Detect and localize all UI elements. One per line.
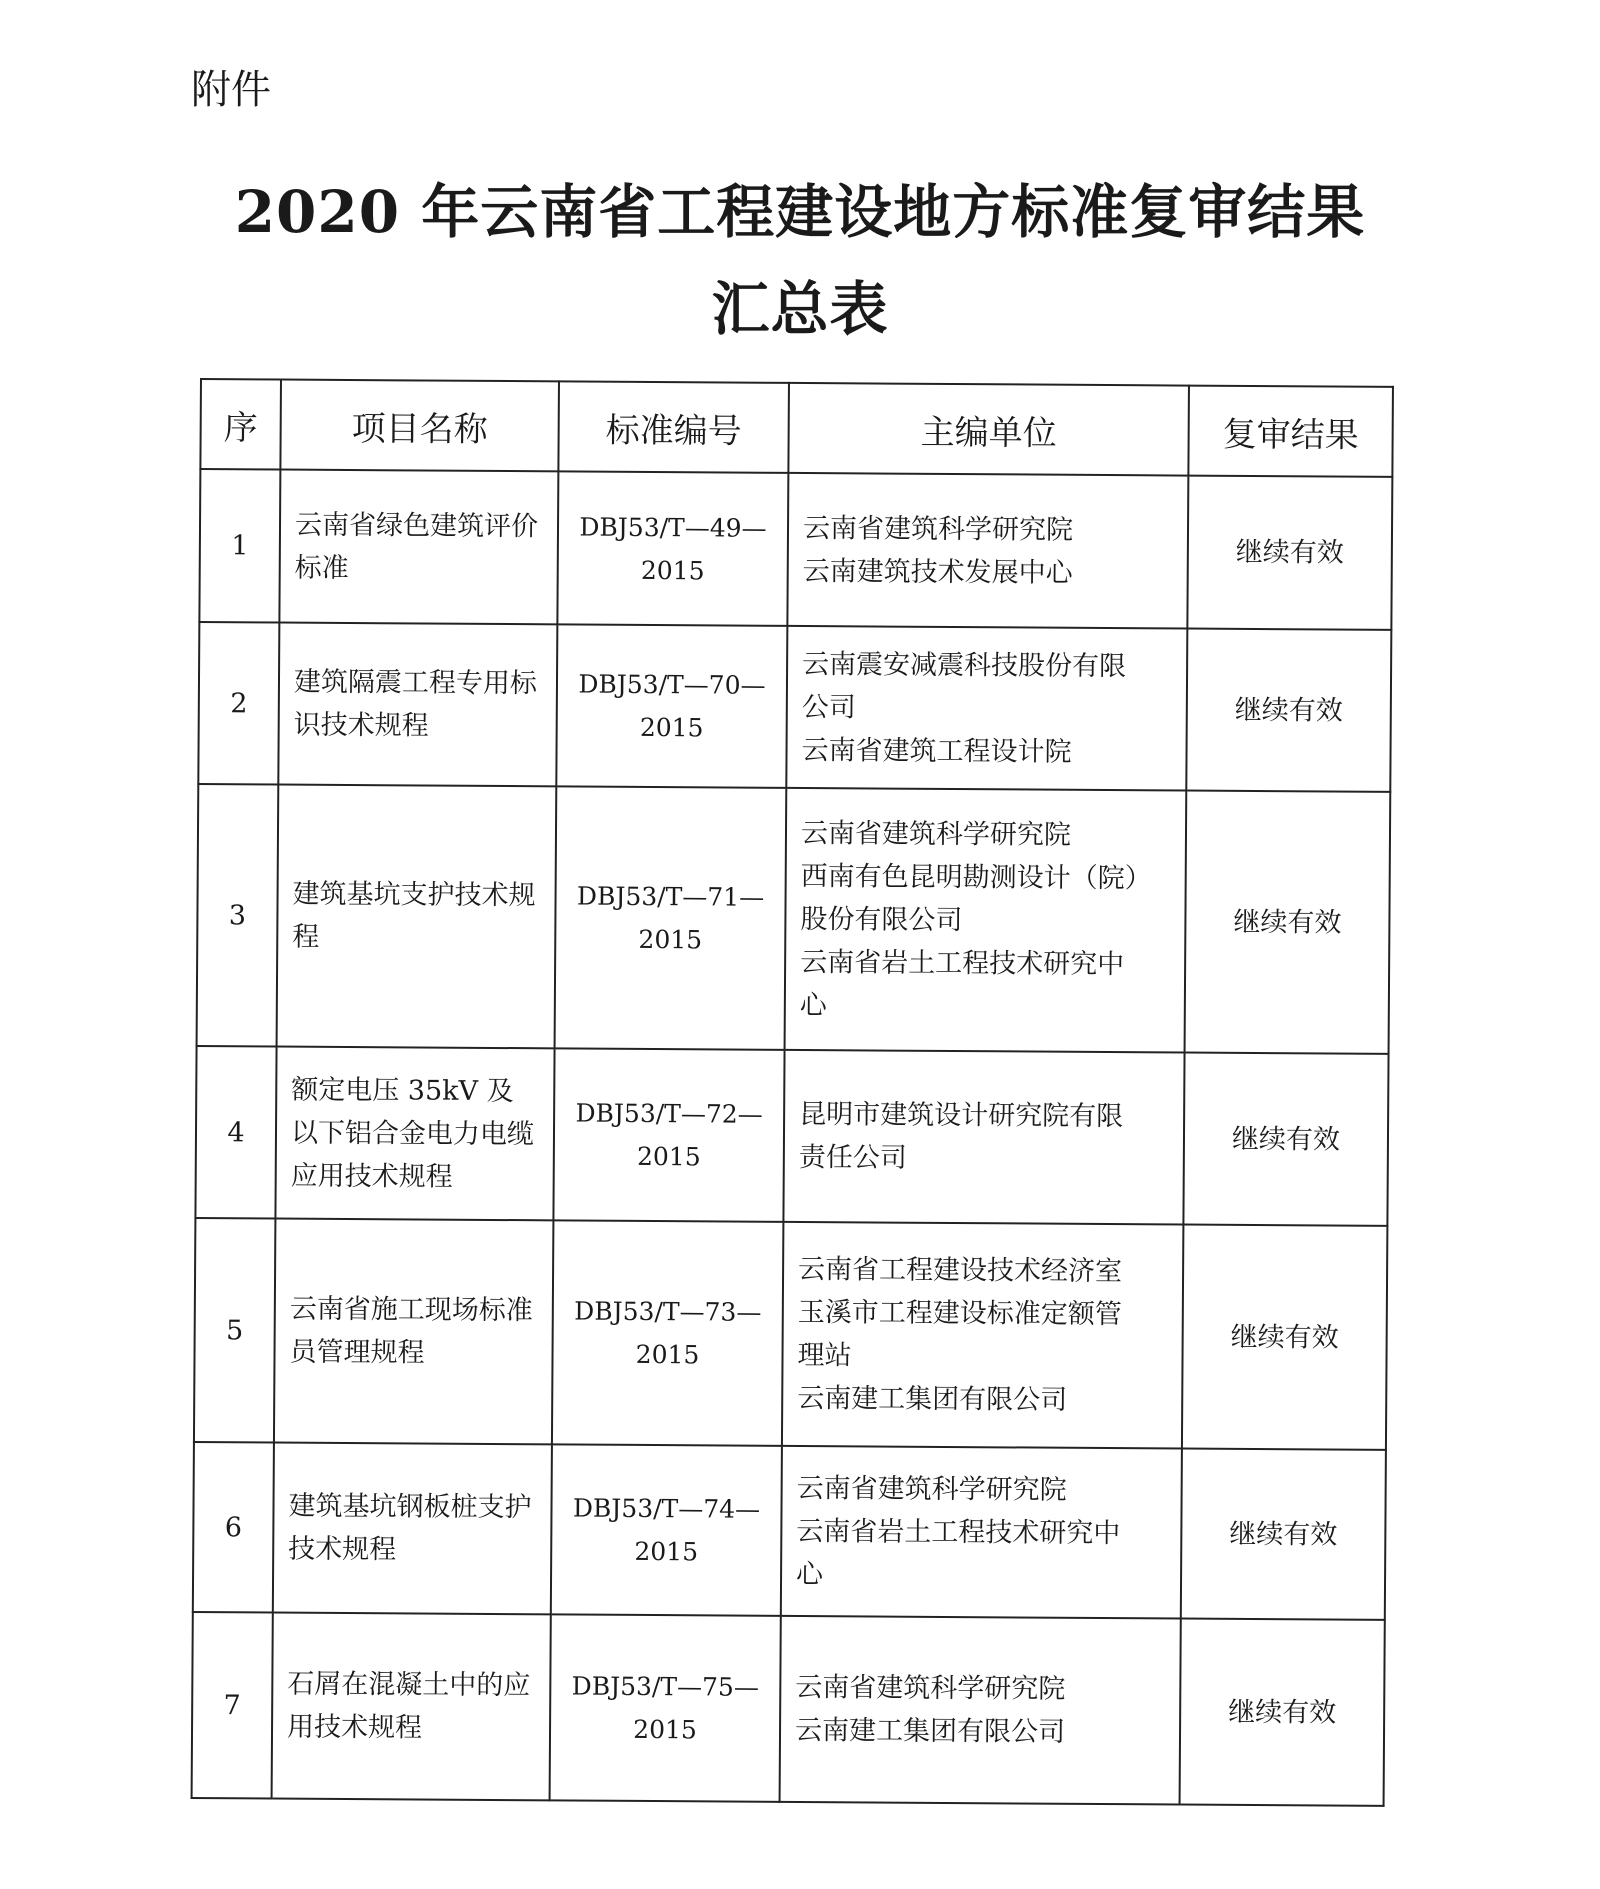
standard-code: [557, 471, 788, 626]
chief-unit-line: 云南省建筑科学研究院: [795, 1671, 1066, 1705]
standard-code-line: DBJ53/T—71—: [576, 881, 765, 912]
chief-unit-line: 理站: [797, 1339, 852, 1372]
table-row: [195, 1046, 1388, 1226]
table-header-row: [200, 379, 1393, 477]
table-row: [197, 784, 1391, 1054]
standard-code-line: DBJ53/T—73—: [574, 1296, 762, 1327]
chief-unit-line: 云南建工集团有限公司: [794, 1714, 1066, 1748]
chief-unit: [780, 1616, 1181, 1805]
chief-unit-line: 云南省建筑科学研究院: [796, 1472, 1067, 1506]
row-number: 1: [199, 469, 280, 623]
chief-unit-line: 责任公司: [798, 1141, 907, 1174]
chief-unit-line: 云南震安减震科技股份有限: [802, 648, 1127, 682]
table-row: [192, 1612, 1385, 1806]
review-result: 继续有效: [1181, 1449, 1386, 1620]
review-result: 继续有效: [1187, 476, 1392, 630]
row-number: 4: [195, 1046, 276, 1219]
chief-unit-line: 云南省岩土工程技术研究中: [796, 1515, 1121, 1549]
chief-unit-line: 云南建工集团有限公司: [797, 1382, 1068, 1416]
chief-unit: [785, 788, 1187, 1053]
review-result: 继续有效: [1182, 1225, 1387, 1450]
project-name: 石屑在混凝土中的应用技术规程: [272, 1613, 551, 1801]
standard-code-line: DBJ53/T—72—: [575, 1098, 763, 1129]
chief-unit-line: 云南省建筑科学研究院: [802, 512, 1074, 546]
header-seq: 序: [200, 379, 281, 470]
table-row: [193, 1442, 1386, 1620]
row-number: 6: [193, 1442, 274, 1613]
document-title: 2020 年云南省工程建设地方标准复审结果: [234, 178, 1366, 246]
header-chief-unit: 主编单位: [788, 383, 1189, 476]
chief-unit-line: 云南省岩土工程技术研究中: [800, 946, 1125, 980]
review-result: 继续有效: [1180, 1619, 1385, 1806]
standards-review-table: [191, 378, 1394, 1807]
chief-unit-line: 股份有限公司: [800, 903, 963, 936]
chief-unit-line: 昆明市建筑设计研究院有限: [799, 1098, 1124, 1133]
header-standard-code: 标准编号: [558, 381, 789, 473]
project-name: 云南省施工现场标准员管理规程: [274, 1219, 553, 1445]
project-name: 建筑基坑支护技术规程: [277, 785, 557, 1049]
standard-code-line: 2015: [638, 924, 703, 955]
table-row: [199, 469, 1392, 630]
chief-unit-line: 公司: [801, 691, 856, 723]
chief-unit-line: 云南省建筑工程设计院: [801, 734, 1072, 768]
standard-code-line: 2015: [633, 1714, 697, 1745]
review-result: 继续有效: [1186, 629, 1391, 792]
table-row: [194, 1218, 1387, 1450]
review-result: 继续有效: [1183, 1053, 1388, 1226]
chief-unit: [781, 1446, 1182, 1619]
project-name: 额定电压 35kV 及以下铝合金电力电缆应用技术规程: [275, 1047, 554, 1221]
standard-code-line: 2015: [634, 1536, 699, 1567]
chief-unit: [783, 1050, 1184, 1225]
chief-unit: [787, 473, 1188, 629]
chief-unit-line: 心: [799, 989, 827, 1021]
standard-code-line: DBJ53/T—74—: [572, 1493, 761, 1524]
review-result: 继续有效: [1185, 791, 1391, 1054]
project-name: 建筑隔震工程专用标识技术规程: [278, 623, 557, 787]
standard-code: [555, 786, 787, 1050]
header-project-name: 项目名称: [280, 380, 559, 472]
row-number: 5: [194, 1218, 275, 1443]
standard-code-line: DBJ53/T—70—: [578, 669, 766, 700]
standard-code: [550, 1614, 781, 1802]
standard-code-line: DBJ53/T—75—: [571, 1671, 760, 1702]
standard-code-line: 2015: [639, 712, 704, 743]
standard-code: [553, 1048, 784, 1222]
row-number: 2: [198, 622, 279, 785]
chief-unit: [782, 1222, 1183, 1449]
standard-code-line: 2015: [636, 1141, 701, 1172]
row-number: 3: [197, 784, 279, 1047]
chief-unit-line: 玉溪市工程建设标准定额管: [797, 1296, 1122, 1331]
chief-unit: [786, 626, 1187, 791]
row-number: 7: [192, 1612, 273, 1799]
standard-code-line: 2015: [635, 1339, 700, 1370]
standard-code-line: DBJ53/T—49—: [579, 512, 767, 543]
attachment-label: 附件: [191, 67, 271, 113]
document-subtitle: 汇总表: [711, 275, 889, 343]
chief-unit-line: 心: [795, 1558, 824, 1590]
chief-unit-line: 云南省工程建设技术经济室: [797, 1253, 1123, 1288]
header-review-result: 复审结果: [1188, 386, 1393, 477]
project-name: 云南省绿色建筑评价标准: [279, 470, 558, 625]
project-name: 建筑基坑钢板桩支护技术规程: [273, 1443, 552, 1615]
chief-unit-line: 西南有色昆明勘测设计（院）: [800, 860, 1152, 894]
standard-code: [551, 1444, 782, 1616]
chief-unit-line: 云南省建筑科学研究院: [800, 817, 1072, 851]
table-row: [198, 622, 1391, 792]
standard-code-line: 2015: [640, 555, 705, 585]
chief-unit-line: 云南建筑技术发展中心: [802, 555, 1073, 589]
standard-code: [556, 624, 787, 788]
standard-code: [552, 1220, 783, 1446]
